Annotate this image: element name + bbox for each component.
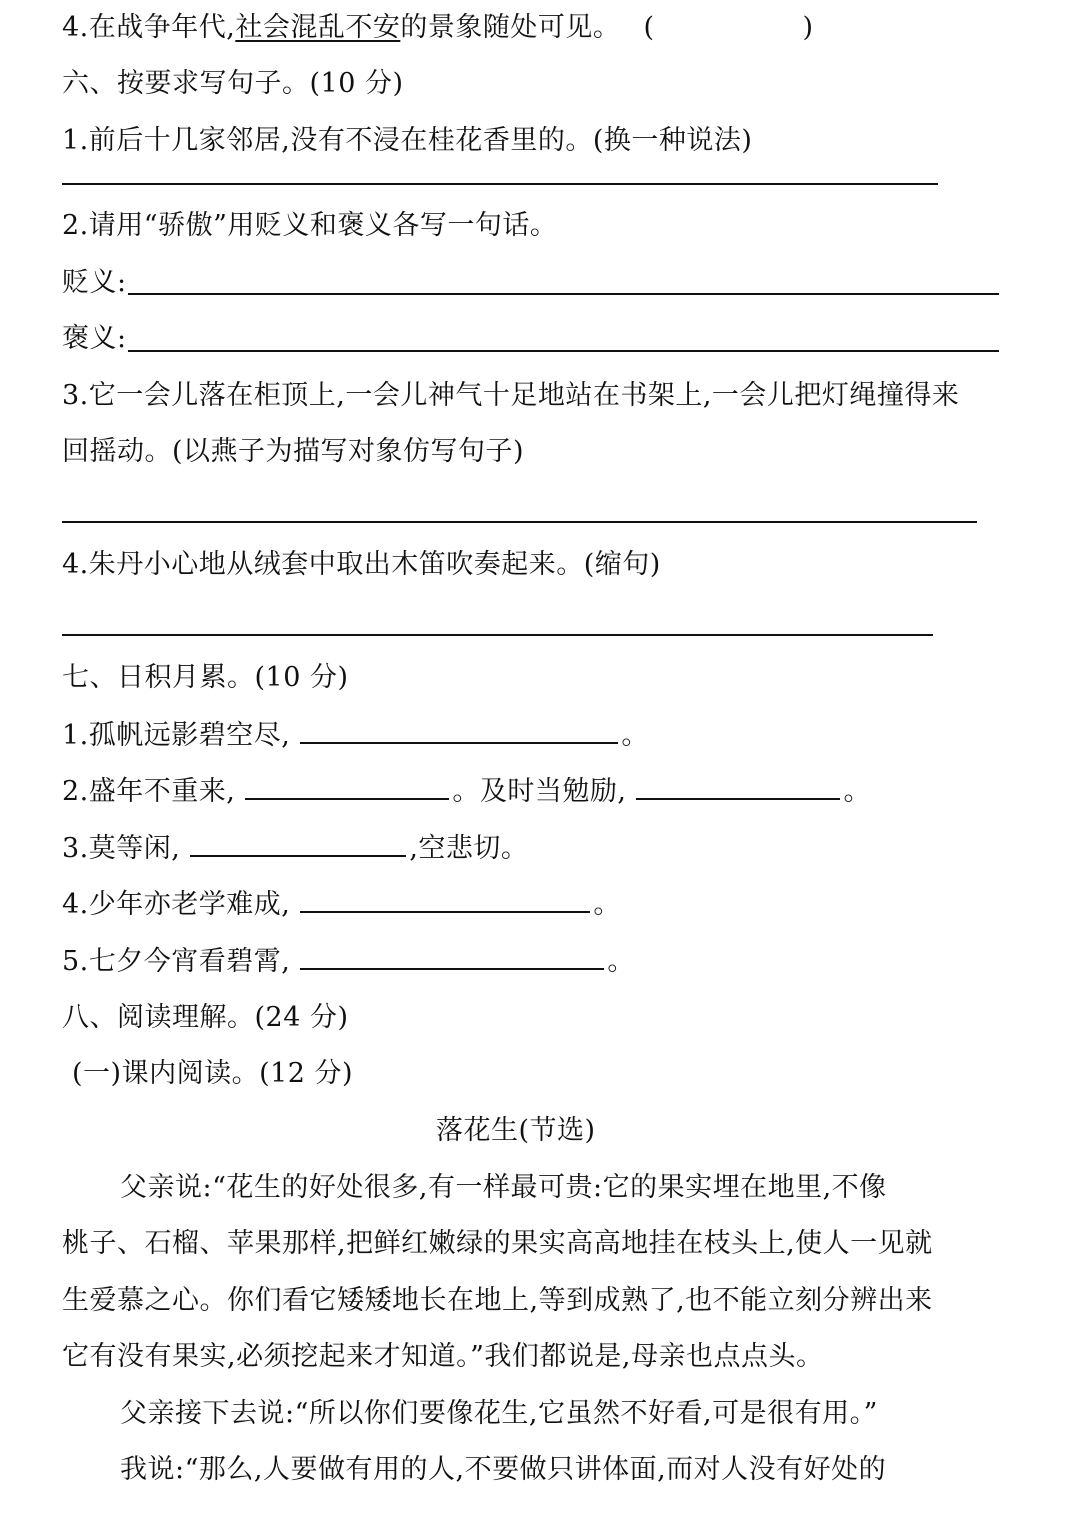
- verse-punct: 。: [843, 776, 871, 807]
- underlined-phrase: 社会混乱不安: [235, 12, 401, 43]
- verse-text: 4.少年亦老学难成,: [62, 889, 291, 920]
- verse-punct: 。: [593, 889, 621, 920]
- question-text: 的景象随处可见。: [400, 12, 621, 43]
- answer-paren-open: (: [643, 12, 655, 43]
- passage-line: 父亲接下去说:“所以你们要像花生,它虽然不好看,可是很有用。”: [120, 1398, 878, 1429]
- verse-punct: 。: [621, 720, 649, 751]
- fill-blank[interactable]: [245, 776, 449, 800]
- recitation-item-4: [62, 887, 621, 923]
- passage-line: 桃子、石榴、苹果那样,把鲜红嫩绿的果实高高地挂在枝头上,使人一见就: [62, 1228, 933, 1259]
- answer-line-derogatory[interactable]: [128, 293, 999, 295]
- section-7-title: 七、日积月累。(10 分): [62, 662, 349, 693]
- question-6-3-line1: 3.它一会儿落在柜顶上,一会儿神气十足地站在书架上,一会儿把灯绳撞得来: [62, 380, 960, 411]
- recitation-item-3: [62, 831, 528, 867]
- passage-line: 它有没有果实,必须挖起来才知道。”我们都说是,母亲也点点头。: [62, 1341, 824, 1372]
- question-text: 4.在战争年代,: [62, 12, 236, 43]
- fill-blank[interactable]: [190, 833, 406, 857]
- answer-line-6-4[interactable]: [62, 634, 933, 636]
- fill-blank[interactable]: [300, 720, 618, 744]
- fill-blank[interactable]: [300, 946, 604, 970]
- section-8-title: 八、阅读理解。(24 分): [62, 1002, 349, 1033]
- verse-text: 3.莫等闲,: [62, 833, 181, 864]
- answer-line-commendatory[interactable]: [128, 350, 999, 352]
- fill-blank[interactable]: [636, 776, 840, 800]
- answer-paren-close: ): [802, 12, 814, 43]
- fill-blank[interactable]: [300, 889, 590, 913]
- section-6-title: 六、按要求写句子。(10 分): [62, 68, 404, 99]
- question-5-4: [62, 10, 814, 46]
- passage-line: 我说:“那么,人要做有用的人,不要做只讲体面,而对人没有好处的: [120, 1454, 887, 1485]
- answer-line-6-1[interactable]: [62, 183, 938, 185]
- question-6-3-line2: 回摇动。(以燕子为描写对象仿写句子): [62, 436, 525, 467]
- verse-punct: 。: [607, 946, 635, 977]
- verse-text: ,空悲切。: [409, 833, 529, 864]
- passage-title: 落花生(节选): [436, 1115, 596, 1146]
- verse-text: 5.七夕今宵看碧霄,: [62, 946, 291, 977]
- verse-text: 。及时当勉励,: [452, 776, 627, 807]
- commendatory-label: 褒义:: [62, 323, 127, 354]
- answer-line-6-3[interactable]: [62, 521, 977, 523]
- question-6-4: 4.朱丹小心地从绒套中取出木笛吹奏起来。(缩句): [62, 549, 661, 580]
- recitation-item-2: [62, 774, 871, 810]
- passage-line: 父亲说:“花生的好处很多,有一样最可贵:它的果实埋在地里,不像: [120, 1172, 887, 1203]
- verse-text: 1.孤帆远影碧空尽,: [62, 720, 291, 751]
- subsection-1-title: (一)课内阅读。(12 分): [72, 1058, 354, 1089]
- recitation-item-1: [62, 718, 649, 754]
- recitation-item-5: [62, 944, 635, 980]
- question-6-1: 1.前后十几家邻居,没有不浸在桂花香里的。(换一种说法): [62, 125, 753, 156]
- derogatory-label: 贬义:: [62, 267, 127, 298]
- question-6-2: 2.请用“骄傲”用贬义和褒义各写一句话。: [62, 210, 558, 241]
- verse-text: 2.盛年不重来,: [62, 776, 236, 807]
- passage-line: 生爱慕之心。你们看它矮矮地长在地上,等到成熟了,也不能立刻分辨出来: [62, 1285, 933, 1316]
